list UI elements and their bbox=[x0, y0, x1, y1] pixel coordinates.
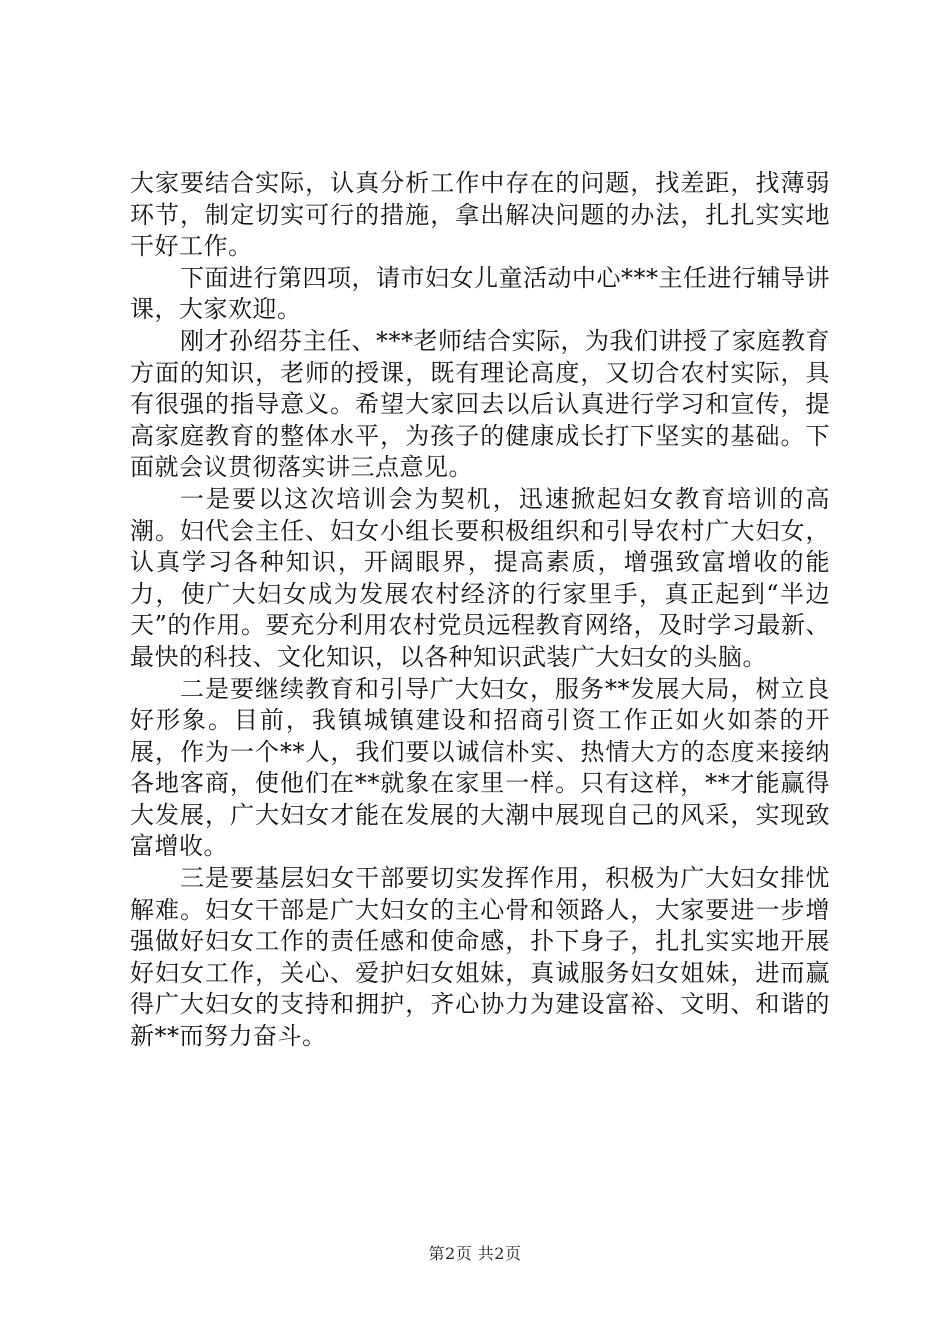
document-body bbox=[130, 168, 830, 1053]
paragraph-continuation: 大家要结合实际，认真分析工作中存在的问题，找差距，找薄弱环节，制定切实可行的措施，拿出解决问题的办法，扎扎实实地干好工作。 bbox=[130, 169, 830, 261]
paragraph-point-two: 二是要继续教育和引导广大妇女，服务**发展大局，树立良好形象。目前，我镇城镇建设和招商引资工作正如火如荼的开展，作为一个**人，我们要以诚信朴实、热情大方的态度来接纳各地客商，使他们在**就象在家里一样。只有这样，**才能赢得大发展，广大妇女才能在发展的大潮中展现自己的风采，实现致富增收。 bbox=[130, 674, 830, 861]
paragraph-point-three: 三是要基层妇女干部要切实发挥作用，积极为广大妇女排忧解难。妇女干部是广大妇女的主心骨和领路人，大家要进一步增强做好妇女工作的责任感和使命感，扑下身子，扎扎实实地开展好妇女工作，关心、爱护妇女姐妹，真诚服务妇女姐妹，进而赢得广大妇女的支持和拥护，齐心协力为建设富裕、文明、和谐的新**而努力奋斗。 bbox=[130, 864, 830, 1051]
paragraph-fourth-item: 下面进行第四项，请市妇女儿童活动中心***主任进行辅导讲课，大家欢迎。 bbox=[130, 263, 830, 324]
paragraph-summary: 刚才孙绍芬主任、***老师结合实际，为我们讲授了家庭教育方面的知识，老师的授课，既有理论高度，又切合农村实际，具有很强的指导意义。希望大家回去以后认真进行学习和宣传，提高家庭教育的整体水平，为孩子的健康成长打下坚实的基础。下面就会议贯彻落实讲三点意见。 bbox=[130, 326, 830, 482]
page-number-footer: 第2页 共2页 bbox=[428, 1244, 522, 1263]
paragraph-point-one: 一是要以这次培训会为契机，迅速掀起妇女教育培训的高潮。妇代会主任、妇女小组长要积极组织和引导农村广大妇女，认真学习各种知识，开阔眼界，提高素质，增强致富增收的能力，使广大妇女成为发展农村经济的行家里手，真正起到“半边天”的作用。要充分利用农村党员远程教育网络，及时学习最新、最快的科技、文化知识，以各种知识武装广大妇女的头脑。 bbox=[130, 484, 830, 671]
